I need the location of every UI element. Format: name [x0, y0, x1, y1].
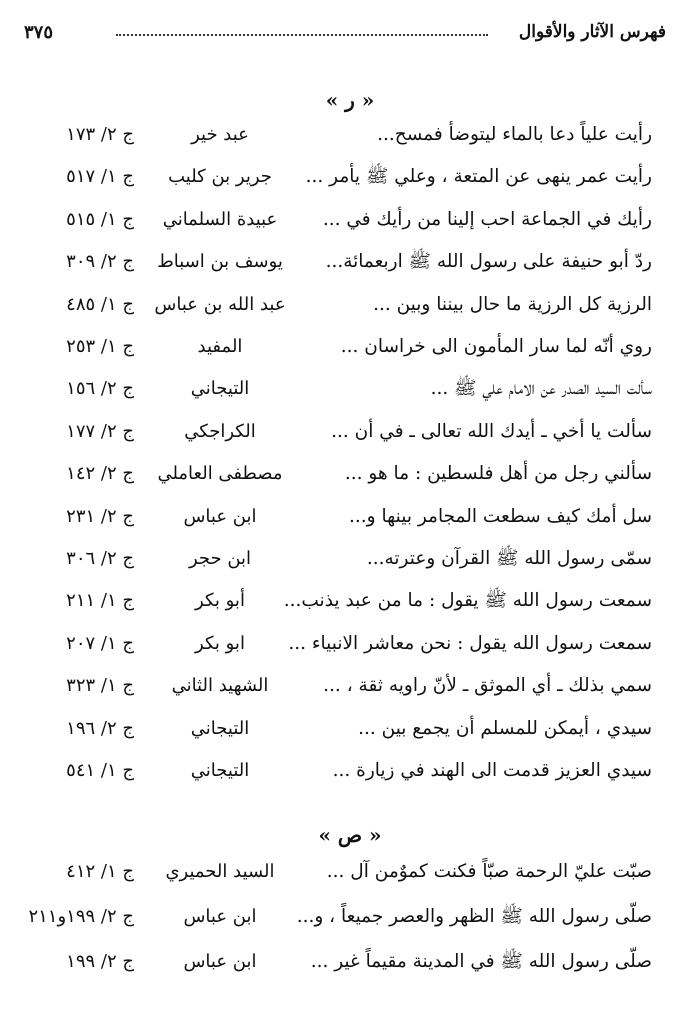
entry-source: جرير بن كليب: [168, 166, 272, 188]
entry-source: ابو بكر: [195, 632, 245, 654]
entry-source: عبد خير: [191, 124, 249, 145]
index-entry: [0, 209, 700, 249]
index-entry: [0, 378, 700, 418]
entry-reference: ج ٢/ ١٧٧: [66, 420, 134, 442]
section-heading-ra: « ر »: [325, 88, 375, 112]
index-entry: [0, 548, 700, 588]
entry-reference: ج ٢/ ٢٣١: [66, 505, 134, 527]
index-entry: [0, 861, 700, 901]
entry-quote: صلّى رسول الله ﷺ الظهر والعصر جميعاً ، و...: [296, 906, 652, 927]
entry-reference: ج ٢/ ١٧٣: [66, 124, 134, 145]
entry-quote: صلّى رسول الله ﷺ في المدينة مقيماً غير ...: [310, 951, 652, 972]
entry-quote: سمّى رسول الله ﷺ القرآن وعترته...: [366, 548, 652, 569]
entry-reference: ج ٢/ ٣٠٦: [66, 548, 134, 569]
entry-reference: ج ١/ ٢٥٣: [66, 336, 134, 357]
index-entry: [0, 463, 700, 503]
entry-reference: ج ١/ ٢٠٧: [66, 632, 134, 654]
index-entry: [0, 590, 700, 630]
index-entry: [0, 251, 700, 291]
entry-reference: ج ١/ ٤٨٥: [66, 293, 134, 315]
entry-source: ابن حجر: [188, 548, 252, 569]
entry-source: عبيدة السلماني: [162, 208, 278, 230]
entry-quote: سيدي ، أيمكن للمسلم أن يجمع بين ...: [358, 717, 652, 739]
entry-source: الشهيد الثاني: [171, 675, 269, 697]
entry-reference: ج ٢/ ١٩٩و٢١١: [28, 906, 134, 927]
entry-quote: سمعت رسول الله ﷺ يقول : ما من عبد يذنب...: [283, 590, 652, 612]
page-header: [24, 22, 666, 52]
entry-quote: سل أمك كيف سطعت المجامر بينها و...: [349, 505, 652, 527]
index-entry: [0, 124, 700, 164]
entry-reference: ج ١/ ٣٢٣: [66, 675, 134, 697]
index-entry: [0, 951, 700, 991]
entry-quote: سمي بذلك ـ أي الموثق ـ لأنّ راويه ثقة ، ...: [323, 675, 652, 697]
entry-quote: رأيك في الجماعة احب إلينا من رأيك في ...: [322, 208, 652, 230]
entry-source: يوسف بن اسباط: [157, 251, 283, 273]
section-heading-sad: « ص »: [318, 823, 382, 847]
entry-reference: ج ٢/ ١٤٢: [66, 463, 134, 485]
entry-source: عبد الله بن عباس: [154, 293, 286, 315]
index-entry: [0, 718, 700, 758]
entry-source: التيجاني: [190, 717, 250, 739]
entry-source: التيجاني: [190, 378, 250, 400]
entry-source: التيجاني: [190, 760, 250, 781]
entry-source: الكراجكي: [184, 420, 256, 442]
entry-reference: ج ٢/ ٣٠٩: [66, 251, 134, 273]
page-number: ٣٧٥: [24, 22, 54, 43]
index-entry: [0, 421, 700, 461]
entry-quote: ردّ أبو حنيفة على رسول الله ﷺ اربعمائة...: [325, 251, 652, 273]
index-entry: [0, 336, 700, 376]
entry-reference: ج ١/ ٢١١: [66, 590, 134, 612]
index-entry: [0, 166, 700, 206]
entry-quote: سألني رجل من أهل فلسطين : ما هو ...: [344, 463, 652, 485]
index-entry: [0, 675, 700, 715]
index-entry: [0, 633, 700, 673]
entry-source: المفيد: [197, 336, 243, 357]
entry-source: ابن عباس: [183, 505, 257, 527]
index-entry: [0, 906, 700, 946]
entry-source: مصطفى العاملي: [157, 463, 283, 485]
entry-source: ابن عباس: [183, 906, 257, 927]
leader-dots: [116, 34, 488, 36]
index-entry: [0, 506, 700, 546]
entry-quote: سألت السيد الصدر عن الامام علي ﷺ ...: [430, 378, 652, 400]
entry-reference: ج ١/ ٥١٧: [66, 166, 134, 188]
entry-source: أبو بكر: [195, 590, 245, 612]
index-entry: [0, 294, 700, 334]
entry-quote: سيدي العزيز قدمت الى الهند في زيارة ...: [332, 760, 652, 781]
entry-reference: ج ١/ ٤١٢: [66, 861, 134, 882]
entry-quote: صبّت عليّ الرحمة صبّاً فكنت كموٌمن آل ...: [326, 861, 652, 882]
entry-source: السيد الحميري: [165, 861, 275, 882]
index-entry: [0, 760, 700, 800]
entry-quote: رأيت علياً دعا بالماء ليتوضأ فمسح...: [377, 124, 652, 145]
entry-reference: ج ٢/ ١٩٦: [66, 717, 134, 739]
entry-quote: رأيت عمر ينهى عن المتعة ، وعلي ﷺ يأمر ...: [305, 166, 652, 188]
entry-reference: ج ٢/ ١٩٩: [66, 951, 134, 972]
entry-quote: سمعت رسول الله يقول : نحن معاشر الانبياء ...: [288, 632, 652, 654]
running-title: فهرس الآثار والأقوال: [518, 22, 666, 42]
entry-reference: ج ١/ ٥١٥: [66, 208, 134, 230]
entry-reference: ج ٢/ ١٥٦: [66, 378, 134, 400]
entry-quote: الرزية كل الرزية ما حال بيننا وبين ...: [373, 293, 652, 315]
entry-quote: سألت يا أخي ـ أيدك الله تعالى ـ في أن ...: [331, 420, 652, 442]
entry-source: ابن عباس: [183, 951, 257, 972]
entry-quote: روي أنّه لما سار المأمون الى خراسان ...: [340, 336, 652, 357]
entry-reference: ج ١/ ٥٤١: [66, 760, 134, 781]
